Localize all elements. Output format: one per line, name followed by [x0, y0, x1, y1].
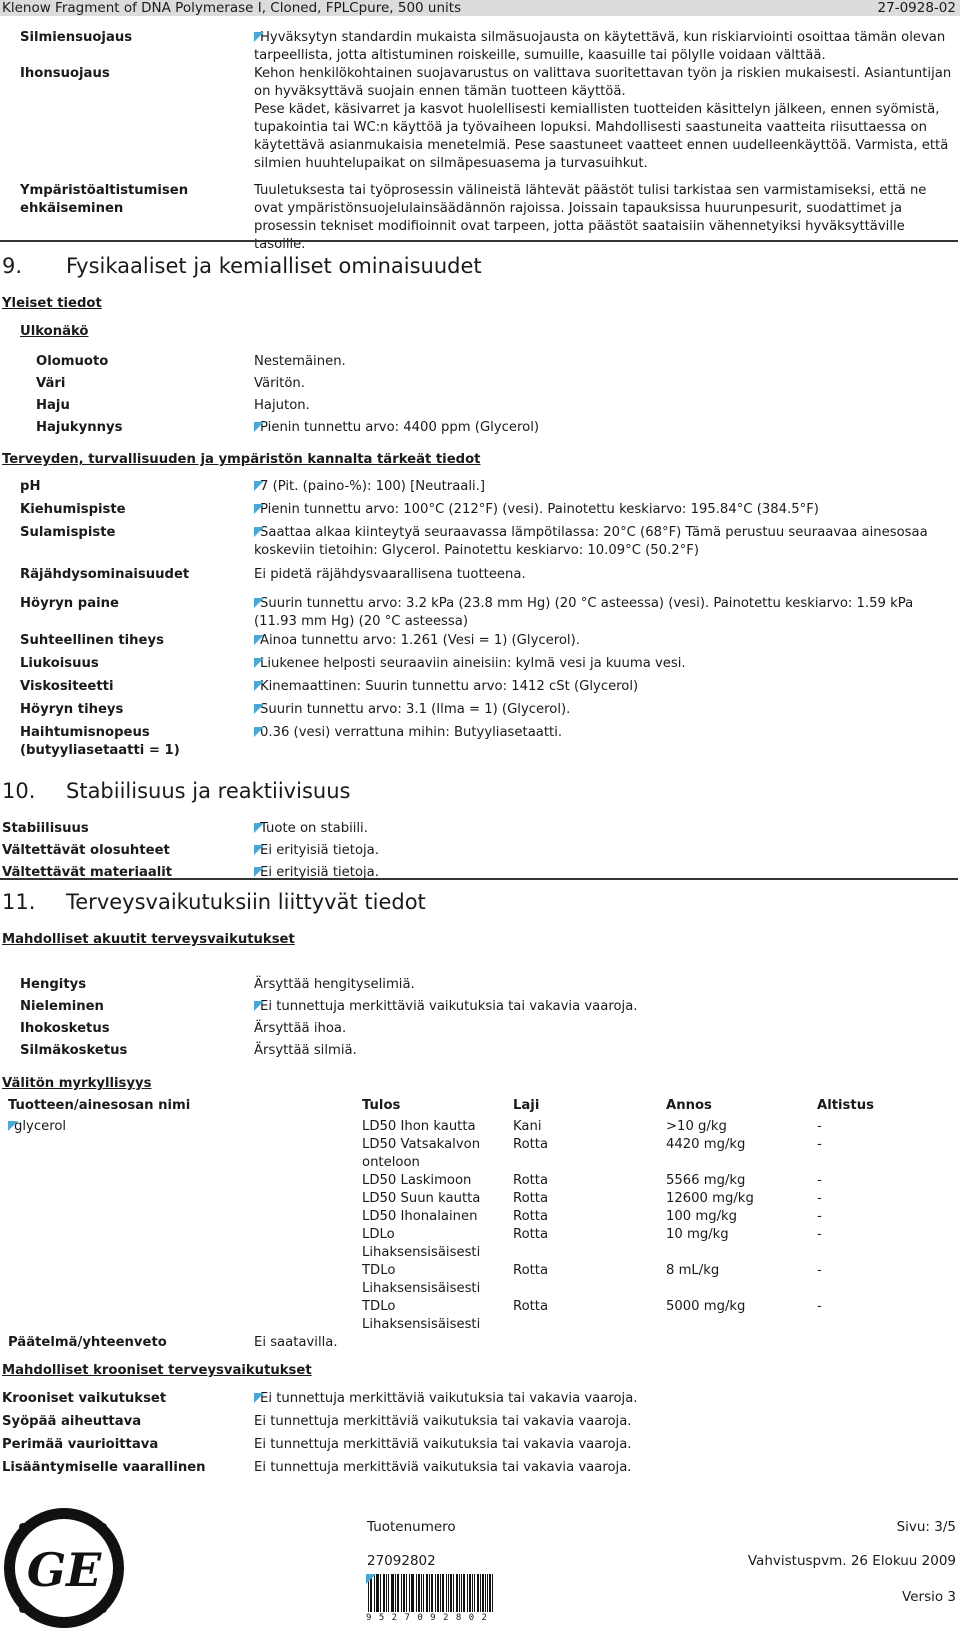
barcode-bar	[457, 1574, 458, 1612]
product-number-label: Tuotenumero	[367, 1519, 456, 1535]
protection-text: Tuuletuksesta tai työprosessin välineistä lähtevät päästöt tulisi tarkistaa sen varmistamiseksi, että ne ovat ympäristönsuojelulainsäädännön rajoissa. Joissain tapauksissa huurunpesurit, suodattimet ja prosessin tekniset modifioinnit ovat tarpeen, jotta päästöt saataisiin vähennetyiksi hyväksyttäville tasoille.	[254, 183, 927, 252]
tox-cell-species: Rotta	[513, 1227, 549, 1242]
barcode-bar	[459, 1574, 460, 1612]
tox-cell-result: LDLo Lihaksensisäisesti	[362, 1227, 481, 1260]
tox-cell-dose: 5566 mg/kg	[666, 1173, 746, 1188]
document-code: 27-0928-02	[877, 0, 956, 16]
acute-heading: Mahdolliset akuutit terveysvaikutukset	[2, 932, 295, 947]
barcode-bar	[419, 1574, 420, 1612]
barcode-bar	[456, 1574, 457, 1612]
barcode-bar	[463, 1574, 464, 1612]
barcode	[366, 1574, 496, 1626]
barcode-bar	[378, 1574, 379, 1612]
version: Versio 3	[902, 1589, 956, 1605]
barcode-bar	[380, 1574, 381, 1612]
barcode-bar	[432, 1574, 433, 1612]
tox-cell-dose: 100 mg/kg	[666, 1209, 738, 1224]
product-number: 27092802	[367, 1553, 436, 1569]
appearance-heading: Ulkonäkö	[20, 324, 89, 339]
stability-row-value: Ei erityisiä tietoja.	[254, 864, 958, 882]
svg-text:GE: GE	[26, 1543, 102, 1597]
barcode-bar	[429, 1574, 430, 1612]
barcode-bar	[423, 1574, 424, 1612]
barcode-bar	[412, 1574, 413, 1612]
check-icon	[254, 867, 264, 877]
protection-label: Ympäristöaltistumisen ehkäiseminen	[20, 183, 189, 216]
check-icon	[254, 598, 264, 608]
tox-cell-result: LD50 Suun kautta	[362, 1191, 481, 1206]
tox-cell-exposure: -	[817, 1137, 822, 1152]
barcode-bar	[431, 1574, 432, 1612]
tox-heading: Välitön myrkyllisyys	[2, 1076, 152, 1091]
property-row-value: Ei pidetä räjähdysvaarallisena tuotteena.	[254, 567, 526, 582]
barcode-bar	[472, 1574, 473, 1612]
barcode-bar	[485, 1574, 486, 1612]
property-row-label: Kiehumispiste	[20, 502, 126, 517]
tox-cell-exposure: -	[817, 1209, 822, 1224]
tox-cell-result: LD50 Vatsakalvon onteloon	[362, 1137, 481, 1170]
stability-row-label: Vältettävät olosuhteet	[2, 843, 170, 858]
chronic-row-value: Ei tunnettuja merkittäviä vaikutuksia tai vakavia vaaroja.	[254, 1414, 632, 1429]
check-icon	[254, 32, 264, 42]
tox-cell-dose: 5000 mg/kg	[666, 1299, 746, 1314]
tox-cell-dose: 12600 mg/kg	[666, 1191, 754, 1206]
tox-cell-result: LD50 Ihonalainen	[362, 1209, 478, 1224]
property-row-label: Haihtumisnopeus (butyyliasetaatti = 1)	[20, 725, 180, 758]
protection-label: Ihonsuojaus	[20, 66, 110, 81]
property-row-value: Liukenee helposti seuraaviin aineisiin: kylmä vesi ja kuuma vesi.	[254, 655, 958, 673]
barcode-bar	[413, 1574, 414, 1612]
barcode-bar	[483, 1574, 484, 1612]
chronic-row-label: Lisääntymiselle vaarallinen	[2, 1460, 206, 1475]
barcode-bar	[489, 1574, 490, 1612]
stability-row-label: Vältettävät materiaalit	[2, 865, 173, 880]
barcode-bar	[403, 1574, 404, 1612]
tox-cell-species: Rotta	[513, 1137, 549, 1152]
acute-row-value: Ärsyttää silmiä.	[254, 1043, 357, 1058]
barcode-bar	[490, 1574, 491, 1612]
barcode-bar	[492, 1574, 493, 1612]
barcode-bar	[443, 1574, 444, 1612]
col-header-result: Tulos	[362, 1098, 401, 1113]
barcode-bar	[480, 1574, 481, 1612]
section-9-title: 9. Fysikaaliset ja kemialliset ominaisuudet	[2, 254, 482, 278]
protection-text: Kehon henkilökohtainen suojavarustus on valittava suoritettavan työn ja riskien mukaisesti. Asiantuntijan on hyväksyttävä suojain ennen tämän tuotteen käyttöä.	[254, 66, 952, 99]
barcode-bar	[438, 1574, 439, 1612]
check-icon	[254, 481, 264, 491]
stability-row-value: Ei erityisiä tietoja.	[254, 842, 958, 860]
property-row-label: Höyryn tiheys	[20, 702, 124, 717]
barcode-bar	[474, 1574, 475, 1612]
barcode-bar	[451, 1574, 452, 1612]
property-row-label: Liukoisuus	[20, 656, 99, 671]
appearance-row-value: Hajuton.	[254, 398, 310, 413]
revision-date: Vahvistuspvm. 26 Elokuu 2009	[747, 1553, 956, 1569]
barcode-bar	[397, 1574, 398, 1612]
tox-cell-exposure: -	[817, 1173, 822, 1188]
barcode-bar	[384, 1574, 385, 1612]
check-icon	[254, 845, 264, 855]
tox-cell-species: Rotta	[513, 1191, 549, 1206]
property-row-label: Sulamispiste	[20, 525, 116, 540]
check-icon	[254, 658, 264, 668]
important-info-heading: Terveyden, turvallisuuden ja ympäristön kannalta tärkeät tiedot	[2, 452, 481, 467]
chronic-row-label: Krooniset vaikutukset	[2, 1391, 167, 1406]
tox-cell-exposure: -	[817, 1263, 822, 1278]
check-icon	[254, 681, 264, 691]
barcode-bar	[376, 1574, 377, 1612]
check-icon	[254, 1393, 264, 1403]
barcode-bar	[440, 1574, 441, 1612]
general-info-heading: Yleiset tiedot	[2, 296, 102, 311]
check-icon	[254, 422, 264, 432]
barcode-bar	[398, 1574, 399, 1612]
chronic-row-value: Ei tunnettuja merkittäviä vaikutuksia tai vakavia vaaroja.	[254, 1437, 632, 1452]
appearance-row-value: Väritön.	[254, 376, 305, 391]
protection-label: Silmiensuojaus	[20, 30, 133, 45]
acute-row-value: Ei tunnettuja merkittäviä vaikutuksia tai vakavia vaaroja.	[254, 998, 958, 1016]
barcode-bar	[469, 1574, 470, 1612]
appearance-row-label: Olomuoto	[36, 354, 109, 369]
tox-cell-dose: 4420 mg/kg	[666, 1137, 746, 1152]
appearance-row-label: Hajukynnys	[36, 420, 123, 435]
tox-cell-exposure: -	[817, 1299, 822, 1314]
property-row-value: Kinemaattinen: Suurin tunnettu arvo: 1412 cSt (Glycerol)	[254, 678, 958, 696]
tox-cell-result: LD50 Laskimoon	[362, 1173, 472, 1188]
acute-row-label: Nieleminen	[20, 999, 104, 1014]
col-header-species: Laji	[513, 1098, 540, 1113]
barcode-bar	[377, 1574, 378, 1612]
tox-cell-species: Kani	[513, 1119, 542, 1134]
property-row-label: Höyryn paine	[20, 596, 119, 611]
acute-row-value: Ärsyttää hengityselimiä.	[254, 977, 415, 992]
check-icon	[254, 1001, 264, 1011]
chronic-row-label: Syöpää aiheuttava	[2, 1414, 142, 1429]
acute-row-label: Ihokosketus	[20, 1021, 110, 1036]
tox-cell-exposure: -	[817, 1227, 822, 1242]
section-11-title: 11. Terveysvaikutuksiin liittyvät tiedot	[2, 890, 426, 914]
barcode-bar	[418, 1574, 419, 1612]
property-row-value: Suurin tunnettu arvo: 3.2 kPa (23.8 mm Hg) (20 °C asteessa) (vesi). Painotettu keskiarvo: 1.59 kPa (11.93 mm Hg) (20 °C asteessa)	[254, 596, 914, 629]
barcode-bars	[366, 1574, 496, 1612]
property-row-value: 7 (Pit. (paino-%): 100) [Neutraali.]	[254, 478, 958, 496]
tox-cell-result: TDLo Lihaksensisäisesti	[362, 1299, 481, 1332]
ge-logo	[2, 1506, 126, 1630]
check-icon	[254, 704, 264, 714]
property-row-label: Viskositeetti	[20, 679, 114, 694]
barcode-bar	[395, 1574, 396, 1612]
barcode-bar	[477, 1574, 478, 1612]
tox-cell-dose: 8 mL/kg	[666, 1263, 720, 1278]
substance-name: glycerol	[8, 1118, 66, 1136]
barcode-bar	[464, 1574, 465, 1612]
barcode-bar	[450, 1574, 451, 1612]
page-header	[0, 0, 960, 16]
barcode-bar	[421, 1574, 422, 1612]
check-icon	[254, 527, 264, 537]
barcode-bar	[411, 1574, 412, 1612]
stability-row-label: Stabiilisuus	[2, 821, 89, 836]
tox-cell-result: TDLo Lihaksensisäisesti	[362, 1263, 481, 1296]
barcode-bar	[448, 1574, 449, 1612]
page-number: Sivu: 3/5	[896, 1519, 956, 1535]
check-icon	[254, 727, 264, 737]
barcode-bar	[442, 1574, 443, 1612]
barcode-bar	[478, 1574, 479, 1612]
barcode-bar	[393, 1574, 394, 1612]
check-icon	[254, 504, 264, 514]
appearance-row-value: Nestemäinen.	[254, 354, 346, 369]
protection-text: Hyväksytyn standardin mukaista silmäsuojausta on käytettävä, kun riskiarviointi osoittaa tämän olevan tarpeellista, jotta altistuminen roiskeille, sumuille, kaasuille tai pölylle voidaan välttää.	[254, 30, 946, 63]
col-header-exposure: Altistus	[817, 1098, 874, 1113]
tox-cell-exposure: -	[817, 1119, 822, 1134]
barcode-bar	[482, 1574, 483, 1612]
chronic-row-value: Ei tunnettuja merkittäviä vaikutuksia tai vakavia vaaroja.	[254, 1460, 632, 1475]
tox-cell-dose: 10 mg/kg	[666, 1227, 729, 1242]
barcode-bar	[383, 1574, 384, 1612]
divider	[0, 878, 958, 880]
barcode-bar	[409, 1574, 410, 1612]
barcode-bar	[416, 1574, 417, 1612]
appearance-row-label: Väri	[36, 376, 66, 391]
tox-cell-species: Rotta	[513, 1209, 549, 1224]
property-row-value: 0.36 (vesi) verrattuna mihin: Butyyliasetaatti.	[254, 724, 958, 742]
property-row-value: Ainoa tunnettu arvo: 1.261 (Vesi = 1) (Glycerol).	[254, 632, 958, 650]
barcode-bar	[392, 1574, 393, 1612]
property-row-value: Saattaa alkaa kiinteytyä seuraavassa lämpötilassa: 20°C (68°F) Tämä perustuu seuraavaa ainesosaa koskeviin tietoihin: Glycerol. Painotettu keskiarvo: 10.09°C (50.2°F)	[254, 525, 928, 558]
barcode-bar	[437, 1574, 438, 1612]
chronic-row-label: Perimää vaurioittava	[2, 1437, 159, 1452]
property-row-label: Suhteellinen tiheys	[20, 633, 164, 648]
property-row-value: Pienin tunnettu arvo: 100°C (212°F) (vesi). Painotettu keskiarvo: 195.84°C (384.5°F)	[254, 501, 958, 519]
tox-cell-exposure: -	[817, 1191, 822, 1206]
check-icon	[254, 823, 264, 833]
barcode-bar	[374, 1574, 375, 1612]
divider	[0, 240, 958, 242]
property-row-value: Suurin tunnettu arvo: 3.1 (Ilma = 1) (Glycerol).	[254, 701, 958, 719]
tox-cell-species: Rotta	[513, 1173, 549, 1188]
barcode-bar	[435, 1574, 436, 1612]
property-row-label: Räjähdysominaisuudet	[20, 567, 190, 582]
conclusion-value: Ei saatavilla.	[254, 1335, 338, 1350]
barcode-bar	[404, 1574, 405, 1612]
chronic-heading: Mahdolliset krooniset terveysvaikutukset	[2, 1363, 312, 1378]
check-icon	[254, 635, 264, 645]
col-header-name: Tuotteen/ainesosan nimi	[8, 1098, 191, 1113]
check-icon	[8, 1121, 18, 1131]
appearance-row-label: Haju	[36, 398, 70, 413]
barcode-bar	[386, 1574, 387, 1612]
barcode-bar	[453, 1574, 454, 1612]
section-10-title: 10. Stabiilisuus ja reaktiivisuus	[2, 779, 351, 803]
barcode-bar	[461, 1574, 462, 1612]
barcode-bar	[470, 1574, 471, 1612]
chronic-row-value: Ei tunnettuja merkittäviä vaikutuksia tai vakavia vaaroja.	[254, 1390, 958, 1408]
barcode-bar	[426, 1574, 427, 1612]
appearance-row-value: Pienin tunnettu arvo: 4400 ppm (Glycerol)	[254, 419, 958, 437]
tox-cell-species: Rotta	[513, 1299, 549, 1314]
barcode-bar	[391, 1574, 392, 1612]
col-header-dose: Annos	[666, 1098, 712, 1113]
barcode-bar	[406, 1574, 407, 1612]
barcode-bar	[401, 1574, 402, 1612]
tox-cell-species: Rotta	[513, 1263, 549, 1278]
property-row-label: pH	[20, 479, 41, 494]
barcode-bar	[388, 1574, 389, 1612]
conclusion-label: Päätelmä/yhteenveto	[8, 1335, 167, 1350]
barcode-digits: 9 5 2 7 0 9 2 8 0 2	[366, 1613, 488, 1623]
barcode-bar	[427, 1574, 428, 1612]
barcode-bar	[371, 1574, 372, 1612]
barcode-bar	[467, 1574, 468, 1612]
barcode-bar	[487, 1574, 488, 1612]
stability-row-value: Tuote on stabiili.	[254, 820, 958, 838]
barcode-bar	[446, 1574, 447, 1612]
tox-cell-dose: >10 g/kg	[666, 1119, 727, 1134]
acute-row-label: Silmäkosketus	[20, 1043, 128, 1058]
tox-cell-result: LD50 Ihon kautta	[362, 1119, 476, 1134]
acute-row-value: Ärsyttää ihoa.	[254, 1021, 347, 1036]
acute-row-label: Hengitys	[20, 977, 87, 992]
protection-text: Pese kädet, käsivarret ja kasvot huolellisesti kemiallisten tuotteiden käsittelyn jälkeen, ennen syömistä, tupakointia tai WC:n käyttöä ja työvaiheen lopuksi. Mahdollisesti saastuneita vaatteita riisuttaessa on käytettävä asianmukaisia menetelmiä. Pese saastuneet vaatteet ennen uudelleenkäyttöä. Varmista, että silmien huuhtelupaikat on silmäpesuasema ja turvasuihkut.	[254, 102, 949, 171]
document-title: Klenow Fragment of DNA Polymerase I, Cloned, FPLCpure, 500 units	[2, 0, 462, 16]
